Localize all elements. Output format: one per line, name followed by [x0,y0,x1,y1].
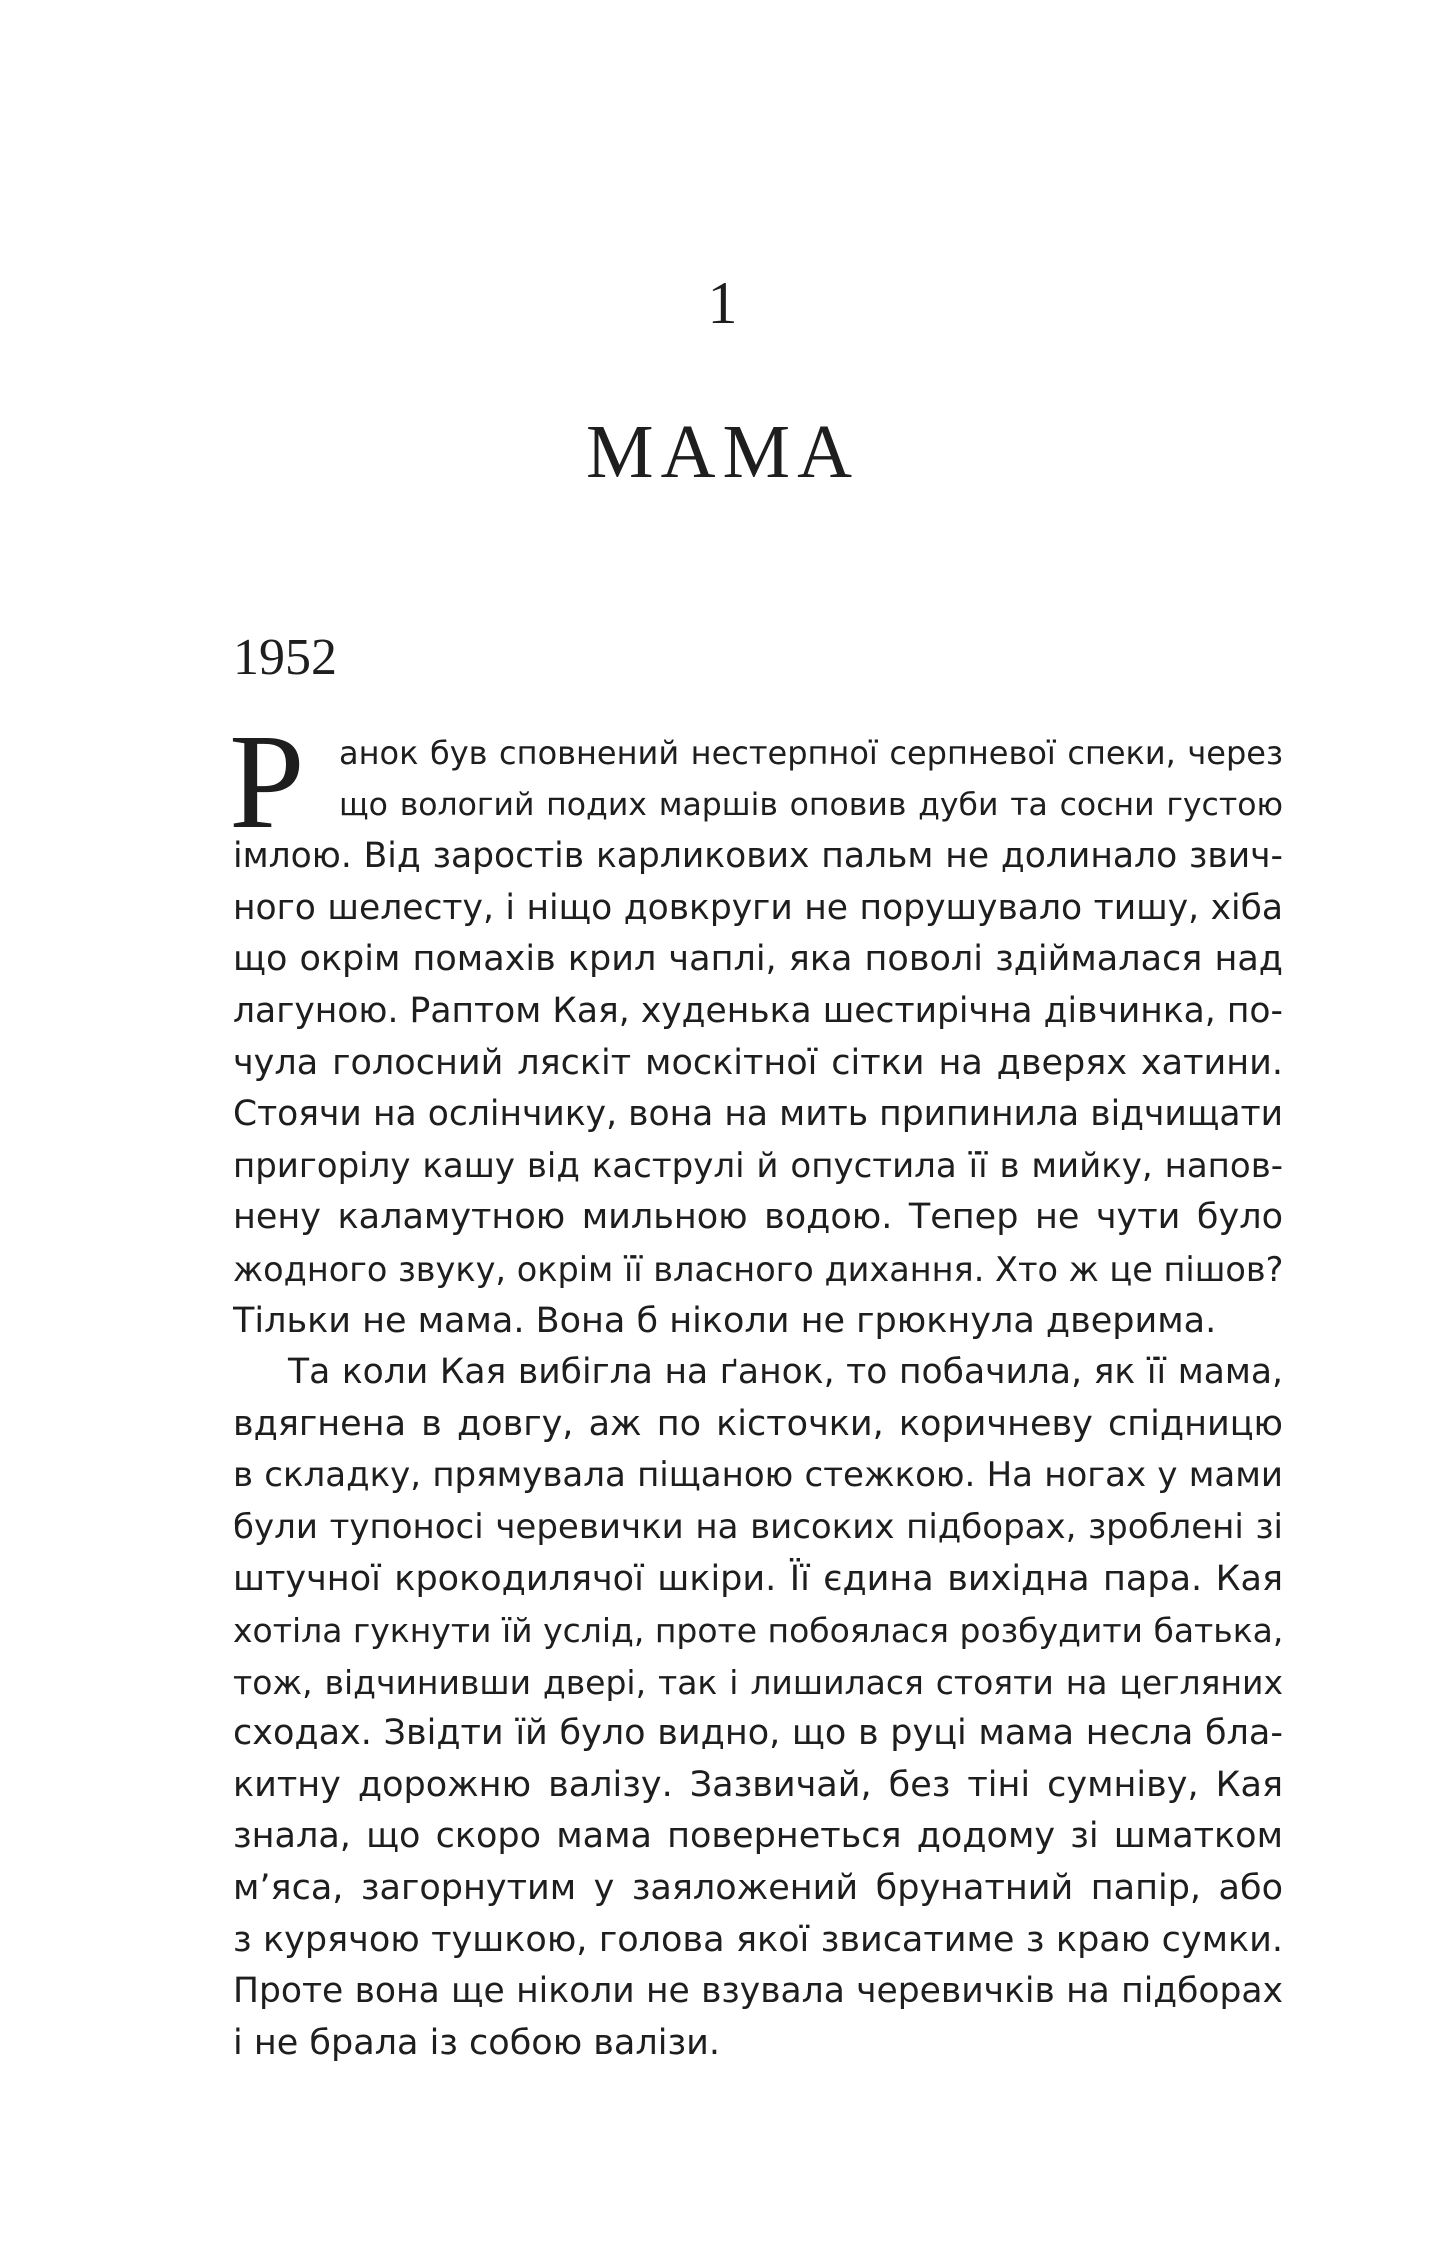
text-line: що вологий подих маршів оповив дуби та сосни густою [339,786,1283,823]
text-line: з курячою тушкою, голова якої звисатиме з краю сумки. [233,1919,1283,1960]
text-line: імлою. Від заростів карликових пальм не долинало звич- [233,836,1283,877]
text-line: Та коли Кая вибігла на ґанок, то побачила, як її мама, [288,1352,1283,1393]
drop-cap: Р [229,707,305,857]
text-line: лагуною. Раптом Кая, худенька шестирічна дівчинка, по- [233,990,1283,1031]
text-line: штучної крокодилячої шкіри. Її єдина вихідна пара. Кая [233,1558,1283,1599]
text-line: були тупоносі черевички на високих підборах, зроблені зі [233,1506,1283,1547]
text-line: в складку, прямувала піщаною стежкою. На ногах у мами [233,1455,1283,1496]
text-line: анок був сповнений нестерпної серпневої спеки, через [339,734,1283,772]
text-line: чула голосний ляскіт москітної сітки на дверях хатини. [233,1042,1283,1083]
text-line: тож, відчинивши двері, так і лишилася стояти на цегляних [233,1662,1283,1702]
text-line: що окрім помахів крил чаплі, яка поволі здіймалася над [233,939,1283,980]
section-year: 1952 [233,629,337,686]
text-line: знала, що скоро мама повернеться додому зі шматком [233,1816,1283,1857]
text-line: м’яса, загорнутим у заяложений брунатний папір, або [233,1868,1283,1909]
text-line: сходах. Звідти їй було видно, що в руці мама несла бла- [233,1713,1283,1754]
chapter-title: МАМА [586,410,859,494]
text-line: пригорілу кашу від каструлі й опустила її в мийку, напов- [233,1145,1283,1186]
text-line: і не брала із собою валізи. [233,2022,720,2063]
text-line: хотіла гукнути їй услід, проте побоялася розбудити батька, [233,1611,1283,1651]
text-line: жодного звуку, окрім її власного дихання. Хто ж це пішов? [233,1249,1283,1289]
chapter-number: 1 [707,270,738,336]
text-line: нену каламутною мильною водою. Тепер не чути було [233,1197,1283,1238]
text-line: Стоячи на ослінчику, вона на мить припинила відчищати [233,1094,1283,1135]
text-line: Проте вона ще ніколи не взувала черевичків на підборах [233,1971,1283,2012]
text-line: китну дорожню валізу. Зазвичай, без тіні сумніву, Кая [233,1764,1283,1805]
text-line: Тільки не мама. Вона б ніколи не грюкнула дверима. [233,1300,1217,1341]
chapter-text [229,707,1283,2069]
text-line: вдягнена в довгу, аж по кісточки, коричневу спідницю [233,1403,1283,1444]
text-line: ного шелесту, і ніщо довкруги не порушувало тишу, хіба [233,887,1283,928]
